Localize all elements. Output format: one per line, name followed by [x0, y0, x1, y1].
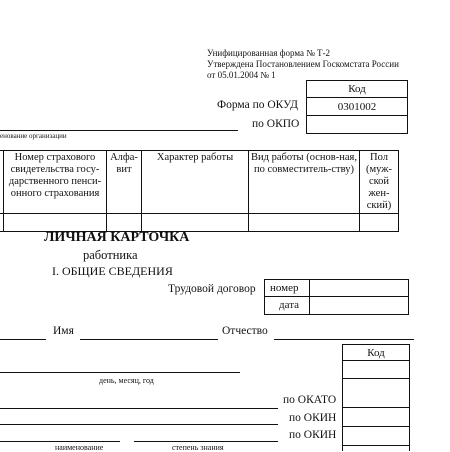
organization-name-line[interactable] — [0, 130, 238, 131]
birthplace-line[interactable] — [0, 408, 278, 409]
card-subtitle: работника — [83, 248, 138, 262]
kod-header-cell — [306, 80, 408, 98]
form-header-line1: Унифицированная форма № Т-2 — [207, 48, 331, 58]
birthdate-caption: день, месяц, год — [99, 376, 154, 385]
table-header-cell: Алфа-вит — [107, 151, 142, 214]
code-field-okin-2[interactable] — [342, 426, 410, 446]
okud-label: Форма по ОКУД — [217, 99, 298, 111]
table-cell[interactable] — [360, 214, 399, 232]
language-level-line[interactable] — [134, 441, 278, 442]
code-field-birthdate[interactable] — [342, 360, 410, 379]
table-cell[interactable] — [107, 214, 142, 232]
language-name-line[interactable] — [0, 441, 120, 442]
form-header-line2: Утверждена Постановлением Госкомстата России — [207, 59, 399, 69]
contract-label: Трудовой договор — [168, 283, 256, 295]
patronymic-line[interactable] — [274, 339, 414, 340]
citizenship-line[interactable] — [0, 424, 278, 425]
contract-date-label: дата — [279, 299, 300, 311]
okpo-value-cell[interactable] — [306, 115, 408, 134]
employee-info-table — [0, 150, 399, 232]
contract-number-field[interactable] — [309, 279, 409, 297]
patronymic-label: Отчество — [222, 325, 268, 337]
contract-number-label: номер — [270, 282, 299, 294]
form-header-line3: от 05.01.2004 № 1 — [207, 70, 276, 80]
table-cell[interactable] — [142, 214, 249, 232]
kod-header-label: Код — [348, 83, 366, 95]
table-header-cell: Характер работы — [142, 151, 249, 214]
surname-line[interactable] — [0, 339, 46, 340]
okin-label-1: по ОКИН — [289, 412, 337, 424]
name-label: Имя — [53, 325, 74, 337]
okud-value-cell[interactable] — [306, 97, 408, 116]
contract-date-label-cell — [264, 296, 310, 315]
code-field-okato[interactable] — [342, 378, 410, 408]
organization-caption: енование организации — [0, 132, 67, 140]
okin-label-2: по ОКИН — [289, 429, 337, 441]
kod-header-cell-2 — [342, 344, 410, 361]
table-cell[interactable] — [4, 214, 107, 232]
table-header-cell: Вид работы (основ-ная, по совместитель-ству) — [249, 151, 360, 214]
table-header-cell: Номер страхового свидетельства госу-дарственного пенси-онного страхования — [4, 151, 107, 214]
okud-value: 0301002 — [337, 100, 377, 113]
contract-number-label-cell — [264, 279, 310, 297]
code-field-okin-1[interactable] — [342, 407, 410, 427]
table-cell[interactable] — [249, 214, 360, 232]
name-line[interactable] — [80, 339, 218, 340]
code-column-border — [342, 445, 343, 451]
birthdate-line[interactable] — [0, 372, 240, 373]
okato-label: по ОКАТО — [283, 394, 337, 406]
language-name-caption: наименование — [55, 443, 104, 452]
language-level-caption: степень знания — [172, 443, 224, 452]
code-column-border — [409, 445, 410, 451]
contract-date-field[interactable] — [309, 296, 409, 315]
okpo-label: по ОКПО — [252, 118, 300, 130]
kod-header-label-2: Код — [367, 346, 385, 359]
section-title: I. ОБЩИЕ СВЕДЕНИЯ — [52, 264, 173, 278]
table-header-cell: Пол (муж-ской жен-ский) — [360, 151, 399, 214]
card-title: ЛИЧНАЯ КАРТОЧКА — [44, 230, 190, 245]
